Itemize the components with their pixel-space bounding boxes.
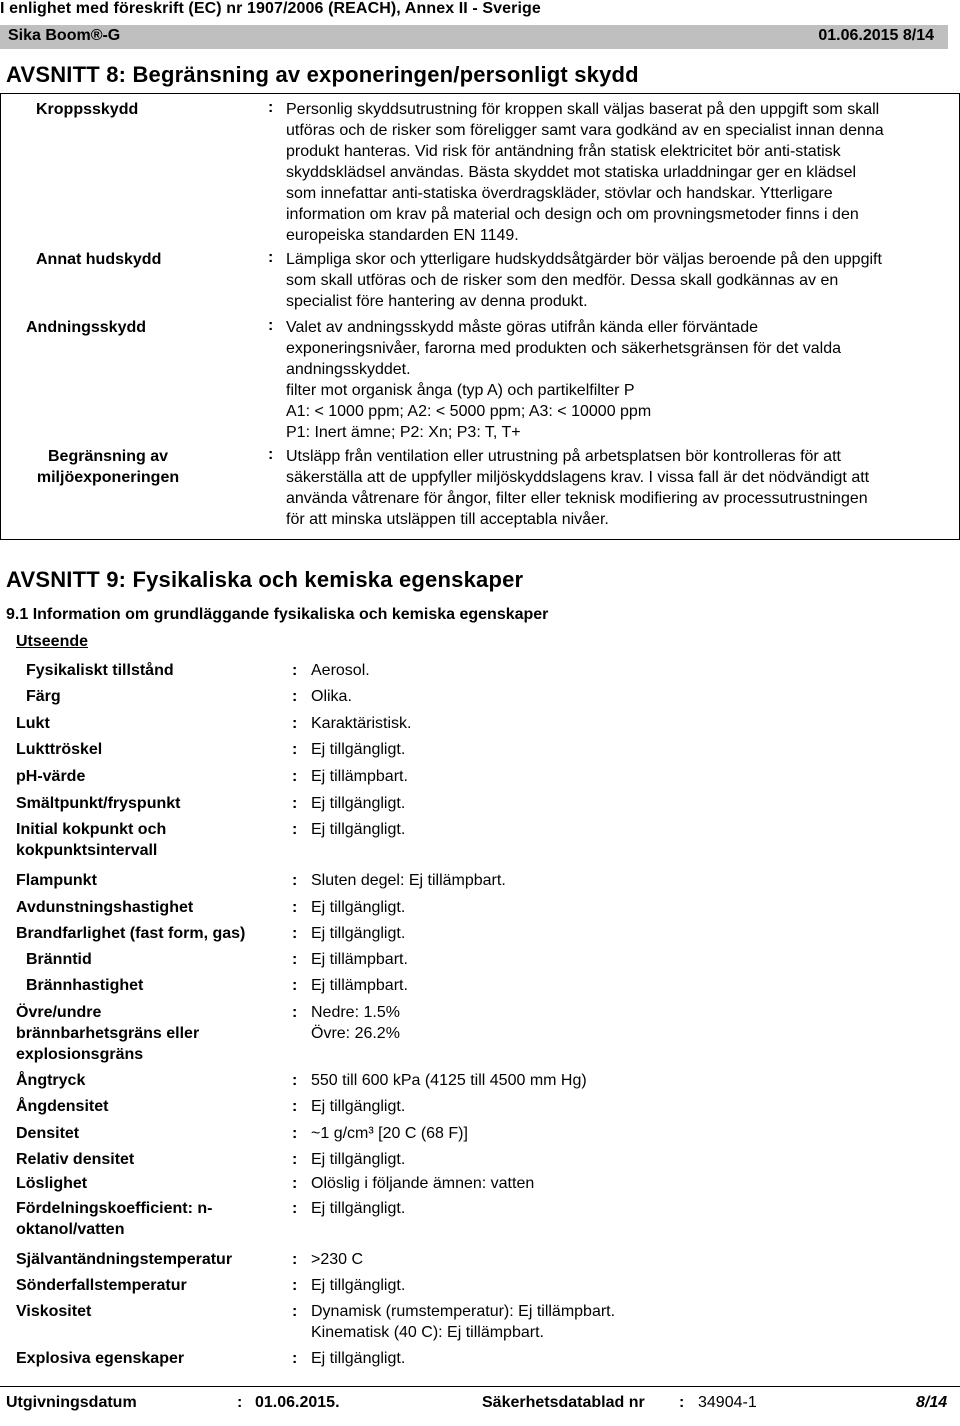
text-line: som innefattar anti-statiska överdragskläder, stövlar och handskar. Ytterligare <box>286 185 833 202</box>
prop-label: pH-värde <box>16 768 86 785</box>
colon: : <box>292 821 298 838</box>
regulation-header: I enlighet med föreskrift (EC) nr 1907/2006 (REACH), Annex II - Sverige <box>0 0 541 17</box>
prop-label: Bränntid <box>26 951 92 968</box>
colon: : <box>292 1175 298 1192</box>
colon: : <box>268 446 274 463</box>
footer-page: 8/14 <box>916 1394 948 1411</box>
prop-value: 550 till 600 kPa (4125 till 4500 mm Hg) <box>311 1072 587 1089</box>
label-annat-hudskydd: Annat hudskydd <box>36 251 162 268</box>
label-line: kokpunktsintervall <box>16 842 158 859</box>
prop-label: Lukttröskel <box>16 741 103 758</box>
footer-issue-date: 01.06.2015. <box>255 1394 340 1411</box>
colon: : <box>237 1394 243 1411</box>
label-line: brännbarhetsgräns eller <box>16 1025 200 1042</box>
prop-value: Ej tillgängligt. <box>311 1151 406 1168</box>
colon: : <box>292 768 298 785</box>
label-line: Fördelningskoefficient: n- <box>16 1200 213 1217</box>
colon: : <box>268 317 274 334</box>
prop-value: Olika. <box>311 688 352 705</box>
prop-value: Olöslig i följande ämnen: vatten <box>311 1175 535 1192</box>
prop-label: Sönderfallstemperatur <box>16 1277 187 1294</box>
prop-label <box>16 1198 278 1240</box>
prop-label: Relativ densitet <box>16 1151 135 1168</box>
footer-issue-label: Utgivningsdatum <box>6 1394 137 1411</box>
prop-value: Ej tillgängligt. <box>311 1277 406 1294</box>
text-line: specialist före hantering av denna produkt. <box>286 293 588 310</box>
prop-label: Löslighet <box>16 1175 88 1192</box>
text-line: filter mot organisk ånga (typ A) och partikelfilter P <box>286 382 635 399</box>
colon: : <box>292 1072 298 1089</box>
prop-label: Viskositet <box>16 1303 92 1320</box>
text-line: Lämpliga skor och ytterligare hudskyddsåtgärder bör väljas beroende på den uppgift <box>286 251 882 268</box>
appearance-heading: Utseende <box>16 633 89 650</box>
label-miljoexponering <box>18 446 198 488</box>
colon: : <box>292 688 298 705</box>
prop-value: Ej tillgängligt. <box>311 1350 406 1367</box>
colon: : <box>268 249 274 266</box>
colon: : <box>679 1394 685 1411</box>
text-line: säkerställa att de uppfyller miljöskyddslagens krav. I vissa fall är det nödvändigt att <box>286 469 870 486</box>
prop-label: Lukt <box>16 715 50 732</box>
text-line: för att minska utsläppen till acceptabla nivåer. <box>286 511 609 528</box>
prop-label: Ångdensitet <box>16 1098 109 1115</box>
colon: : <box>292 925 298 942</box>
colon: : <box>292 795 298 812</box>
label-line: Begränsning av <box>47 448 169 465</box>
colon: : <box>292 715 298 732</box>
prop-value: >230 C <box>311 1251 364 1268</box>
prop-value: Ej tillgängligt. <box>311 795 406 812</box>
product-header-bar <box>0 25 948 49</box>
value-line: Övre: 26.2% <box>311 1025 400 1042</box>
text-line: exponeringsnivåer, farorna med produkten och säkerhetsgränsen för det valda <box>286 340 842 357</box>
colon: : <box>292 1125 298 1142</box>
text-line: Utsläpp från ventilation eller utrustning på arbetsplatsen bör kontrolleras för att <box>286 448 841 465</box>
colon: : <box>292 977 298 994</box>
text-line: utföras och de risker som föreligger samt vara godkänd av en specialist innan denna <box>286 122 884 139</box>
text-line: andningsskyddet. <box>286 361 411 378</box>
prop-label: Densitet <box>16 1125 80 1142</box>
prop-value: Ej tillämpbart. <box>311 977 408 994</box>
prop-label: Färg <box>26 688 61 705</box>
colon: : <box>292 1251 298 1268</box>
prop-value: Ej tillgängligt. <box>311 741 406 758</box>
label-line: miljöexponeringen <box>36 469 180 486</box>
section-9-subtitle: 9.1 Information om grundläggande fysikaliska och kemiska egenskaper <box>6 606 549 623</box>
colon: : <box>292 1200 298 1217</box>
text-line: P1: Inert ämne; P2: Xn; P3: T, T+ <box>286 424 521 441</box>
footer-sds-number: 34904-1 <box>698 1394 757 1411</box>
prop-label: Brandfarlighet (fast form, gas) <box>16 925 246 942</box>
prop-value: Ej tillgängligt. <box>311 899 406 916</box>
prop-label: Fysikaliskt tillstånd <box>26 662 174 679</box>
prop-label: Självantändningstemperatur <box>16 1251 233 1268</box>
text-line: använda våtrenare för ångor, filter eller teknisk modifiering av processutrustningen <box>286 490 868 507</box>
colon: : <box>292 662 298 679</box>
value-line: Nedre: 1.5% <box>311 1004 400 1021</box>
colon: : <box>292 1350 298 1367</box>
prop-value: Ej tillämpbart. <box>311 951 408 968</box>
text-line: europeiska standarden EN 1149. <box>286 227 519 244</box>
colon: : <box>268 99 274 116</box>
colon: : <box>292 1098 298 1115</box>
prop-label: Flampunkt <box>16 872 97 889</box>
product-name: Sika Boom®-G <box>8 27 121 44</box>
prop-value <box>311 1002 951 1044</box>
text-line: produkt hanteras. Vid risk för antändning från statisk elektricitet bör anti-statisk <box>286 143 841 160</box>
header-date-page: 01.06.2015 8/14 <box>818 27 934 44</box>
label-line: explosionsgräns <box>16 1046 144 1063</box>
label-line: Initial kokpunkt och <box>16 821 167 838</box>
text-kroppsskydd <box>286 99 954 246</box>
prop-label: Brännhastighet <box>26 977 144 994</box>
prop-value <box>311 1301 951 1343</box>
colon: : <box>292 1151 298 1168</box>
prop-value: Ej tillgängligt. <box>311 1200 406 1217</box>
text-line: Valet av andningsskydd måste göras utifrån kända eller förväntade <box>286 319 758 336</box>
section-9-title: AVSNITT 9: Fysikaliska och kemiska egenskaper <box>6 567 524 592</box>
colon: : <box>292 872 298 889</box>
colon: : <box>292 1004 298 1021</box>
prop-value: Aerosol. <box>311 662 370 679</box>
text-andningsskydd <box>286 317 954 443</box>
prop-label: Ångtryck <box>16 1072 86 1089</box>
prop-label <box>16 1002 278 1065</box>
prop-value: ~1 g/cm³ [20 C (68 F)] <box>311 1125 468 1142</box>
footer-sds-label: Säkerhetsdatablad nr <box>482 1394 645 1411</box>
prop-value: Ej tillgängligt. <box>311 821 406 838</box>
colon: : <box>292 951 298 968</box>
label-kroppsskydd: Kroppsskydd <box>36 101 139 118</box>
prop-label <box>16 819 278 861</box>
colon: : <box>292 899 298 916</box>
prop-value: Ej tillämpbart. <box>311 768 408 785</box>
section-8-title: AVSNITT 8: Begränsning av exponeringen/personligt skydd <box>6 62 639 87</box>
value-line: Kinematisk (40 C): Ej tillämpbart. <box>311 1324 544 1341</box>
colon: : <box>292 1277 298 1294</box>
prop-label: Explosiva egenskaper <box>16 1350 185 1367</box>
prop-value: Sluten degel: Ej tillämpbart. <box>311 872 506 889</box>
colon: : <box>292 741 298 758</box>
text-line: information om krav på material och design och om provningsmetoder finns i den <box>286 206 859 223</box>
prop-value: Ej tillgängligt. <box>311 925 406 942</box>
colon: : <box>292 1303 298 1320</box>
text-line: Personlig skyddsutrustning för kroppen skall väljas baserat på den uppgift som skall <box>286 101 880 118</box>
value-line: Dynamisk (rumstemperatur): Ej tillämpbart. <box>311 1303 616 1320</box>
prop-label: Avdunstningshastighet <box>16 899 194 916</box>
text-line: som skall utföras och de risker som den medför. Dessa skall godkännas av en <box>286 272 839 289</box>
prop-label: Smältpunkt/fryspunkt <box>16 795 181 812</box>
label-andningsskydd: Andningsskydd <box>26 319 147 336</box>
prop-value: Ej tillgängligt. <box>311 1098 406 1115</box>
footer-divider <box>0 1386 960 1387</box>
label-line: oktanol/vatten <box>16 1221 125 1238</box>
text-annat-hudskydd <box>286 249 954 312</box>
text-miljoexponering <box>286 446 954 530</box>
prop-value: Karaktäristisk. <box>311 715 412 732</box>
text-line: A1: < 1000 ppm; A2: < 5000 ppm; A3: < 10000 ppm <box>286 403 652 420</box>
label-line: Övre/undre <box>16 1004 102 1021</box>
text-line: skyddsklädsel användas. Bästa skyddet mot statiska urladdningar ger en klädsel <box>286 164 857 181</box>
